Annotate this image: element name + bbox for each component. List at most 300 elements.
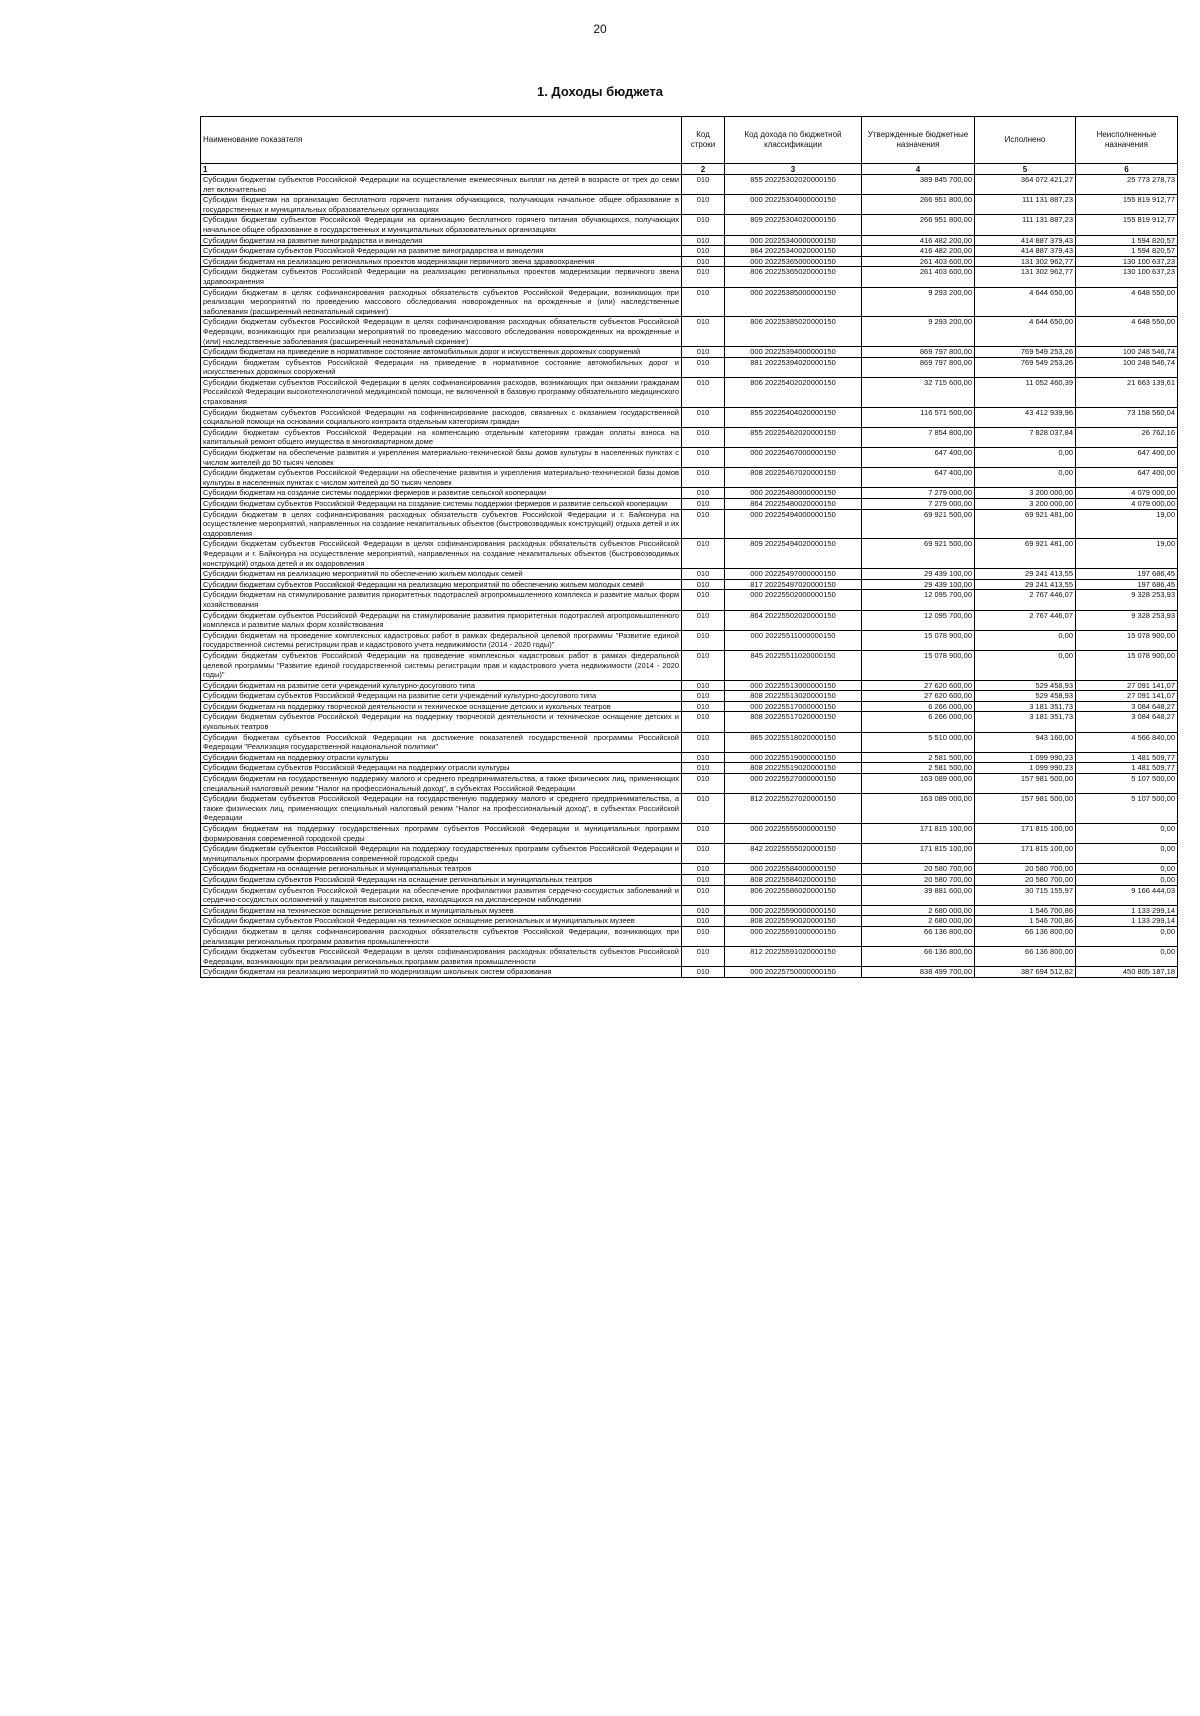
row-approved: 7 279 000,00 bbox=[862, 499, 975, 510]
row-line-code: 010 bbox=[682, 246, 725, 257]
table-row bbox=[201, 215, 1178, 235]
row-line-code: 010 bbox=[682, 468, 725, 488]
row-unexecuted: 647 400,00 bbox=[1076, 468, 1178, 488]
row-executed: 111 131 887,23 bbox=[975, 215, 1076, 235]
row-approved: 29 439 100,00 bbox=[862, 569, 975, 580]
row-name: Субсидии бюджетам субъектов Российской Федерации на создание системы поддержки фермеров и развитие сельской кооперации bbox=[201, 499, 682, 510]
row-income-code: 864 20225502020000150 bbox=[725, 610, 862, 630]
row-approved: 261 403 600,00 bbox=[862, 267, 975, 287]
row-income-code: 845 20225511020000150 bbox=[725, 650, 862, 680]
row-executed: 414 887 379,43 bbox=[975, 235, 1076, 246]
row-line-code: 010 bbox=[682, 844, 725, 864]
row-unexecuted: 197 686,45 bbox=[1076, 579, 1178, 590]
row-income-code: 000 20225480000000150 bbox=[725, 488, 862, 499]
table-row bbox=[201, 175, 1178, 195]
row-name: Субсидии бюджетам субъектов Российской Федерации на стимулирование развития приоритетных подотраслей агропромышленного комплекса и развитие малых форм хозяйствования bbox=[201, 610, 682, 630]
row-executed: 11 052 460,39 bbox=[975, 377, 1076, 407]
row-unexecuted: 4 079 000,00 bbox=[1076, 488, 1178, 499]
column-number: 3 bbox=[725, 164, 862, 175]
row-line-code: 010 bbox=[682, 509, 725, 539]
table-row bbox=[201, 752, 1178, 763]
row-line-code: 010 bbox=[682, 926, 725, 946]
column-number: 4 bbox=[862, 164, 975, 175]
row-approved: 6 266 000,00 bbox=[862, 712, 975, 732]
row-executed: 769 549 253,26 bbox=[975, 357, 1076, 377]
row-income-code: 881 20225394020000150 bbox=[725, 357, 862, 377]
column-number-row bbox=[201, 164, 1178, 175]
row-executed: 171 815 100,00 bbox=[975, 844, 1076, 864]
row-income-code: 000 20225513000000150 bbox=[725, 680, 862, 691]
row-executed: 943 160,00 bbox=[975, 732, 1076, 752]
row-executed: 4 644 650,00 bbox=[975, 287, 1076, 317]
row-unexecuted: 15 078 900,00 bbox=[1076, 630, 1178, 650]
row-line-code: 010 bbox=[682, 885, 725, 905]
row-executed: 7 828 037,84 bbox=[975, 427, 1076, 447]
row-approved: 171 815 100,00 bbox=[862, 844, 975, 864]
table-row bbox=[201, 499, 1178, 510]
row-approved: 416 482 200,00 bbox=[862, 235, 975, 246]
row-unexecuted: 21 663 139,61 bbox=[1076, 377, 1178, 407]
row-approved: 6 266 000,00 bbox=[862, 701, 975, 712]
row-name: Субсидии бюджетам на приведение в нормативное состояние автомобильных дорог и искусственных дорожных сооружений bbox=[201, 347, 682, 358]
row-income-code: 864 20225480020000150 bbox=[725, 499, 862, 510]
column-number: 2 bbox=[682, 164, 725, 175]
row-income-code: 809 20225494020000150 bbox=[725, 539, 862, 569]
row-unexecuted: 73 158 560,04 bbox=[1076, 407, 1178, 427]
row-unexecuted: 1 133 299,14 bbox=[1076, 905, 1178, 916]
row-unexecuted: 25 773 278,73 bbox=[1076, 175, 1178, 195]
row-income-code: 842 20225555020000150 bbox=[725, 844, 862, 864]
row-income-code: 806 20225402020000150 bbox=[725, 377, 862, 407]
row-approved: 171 815 100,00 bbox=[862, 824, 975, 844]
row-approved: 869 797 800,00 bbox=[862, 357, 975, 377]
row-approved: 416 482 200,00 bbox=[862, 246, 975, 257]
header-executed: Исполнено bbox=[975, 117, 1076, 164]
row-unexecuted: 9 328 253,93 bbox=[1076, 590, 1178, 610]
row-income-code: 000 20225584000000150 bbox=[725, 864, 862, 875]
row-line-code: 010 bbox=[682, 407, 725, 427]
row-executed: 414 887 379,43 bbox=[975, 246, 1076, 257]
row-unexecuted: 4 648 550,00 bbox=[1076, 317, 1178, 347]
table-row bbox=[201, 267, 1178, 287]
row-income-code: 000 20225340000000150 bbox=[725, 235, 862, 246]
row-executed: 0,00 bbox=[975, 448, 1076, 468]
row-approved: 29 439 100,00 bbox=[862, 579, 975, 590]
row-income-code: 000 20225365000000150 bbox=[725, 256, 862, 267]
row-approved: 32 715 600,00 bbox=[862, 377, 975, 407]
row-name: Субсидии бюджетам на создание системы поддержки фермеров и развитие сельской кооперации bbox=[201, 488, 682, 499]
table-row bbox=[201, 926, 1178, 946]
row-executed: 157 981 500,00 bbox=[975, 794, 1076, 824]
row-approved: 838 499 700,00 bbox=[862, 967, 975, 978]
row-approved: 163 089 000,00 bbox=[862, 774, 975, 794]
row-name: Субсидии бюджетам субъектов Российской Федерации на поддержку творческой деятельности и техническое оснащение детских и кукольных театров bbox=[201, 712, 682, 732]
row-line-code: 010 bbox=[682, 448, 725, 468]
row-executed: 20 580 700,00 bbox=[975, 864, 1076, 875]
row-income-code: 817 20225497020000150 bbox=[725, 579, 862, 590]
row-executed: 43 412 939,96 bbox=[975, 407, 1076, 427]
row-approved: 27 620 600,00 bbox=[862, 680, 975, 691]
row-income-code: 000 20225517000000150 bbox=[725, 701, 862, 712]
row-name: Субсидии бюджетам субъектов Российской Федерации в целях софинансирования расходных обязательств субъектов Российской Федерации и г. Байконура на осуществление мероприятий, направленных на создание некапитальных объектов (быстровозводимых конструкций) отдыха детей и их оздоровления bbox=[201, 539, 682, 569]
table-row bbox=[201, 794, 1178, 824]
row-name: Субсидии бюджетам субъектов Российской Федерации на проведение комплексных кадастровых работ в рамках федеральной целевой программы "Развитие единой государственной системы регистрации прав и кадастрового учета недвижимости (2014 - 2020 годы)" bbox=[201, 650, 682, 680]
table-row bbox=[201, 448, 1178, 468]
row-executed: 3 200 000,00 bbox=[975, 499, 1076, 510]
table-row bbox=[201, 539, 1178, 569]
row-approved: 27 620 600,00 bbox=[862, 691, 975, 702]
row-approved: 12 095 700,00 bbox=[862, 610, 975, 630]
row-income-code: 806 20225365020000150 bbox=[725, 267, 862, 287]
row-unexecuted: 27 091 141,07 bbox=[1076, 680, 1178, 691]
row-name: Субсидии бюджетам в целях софинансирования расходных обязательств субъектов Российской Федерации и г. Байконура на осуществление мероприятий, направленных на создание некапитальных объектов (быстровозводимых конструкций) отдыха детей и их оздоровления bbox=[201, 509, 682, 539]
header-name: Наименование показателя bbox=[201, 117, 682, 164]
row-line-code: 010 bbox=[682, 377, 725, 407]
row-approved: 266 951 800,00 bbox=[862, 195, 975, 215]
row-executed: 3 181 351,73 bbox=[975, 701, 1076, 712]
row-line-code: 010 bbox=[682, 916, 725, 927]
row-executed: 66 136 800,00 bbox=[975, 926, 1076, 946]
header-unexecuted: Неисполненные назначения bbox=[1076, 117, 1178, 164]
row-line-code: 010 bbox=[682, 488, 725, 499]
table-row bbox=[201, 774, 1178, 794]
table-row bbox=[201, 824, 1178, 844]
row-line-code: 010 bbox=[682, 701, 725, 712]
row-executed: 0,00 bbox=[975, 468, 1076, 488]
row-income-code: 000 20225750000000150 bbox=[725, 967, 862, 978]
row-approved: 20 580 700,00 bbox=[862, 864, 975, 875]
column-number: 5 bbox=[975, 164, 1076, 175]
row-income-code: 000 20225590000000150 bbox=[725, 905, 862, 916]
row-name: Субсидии бюджетам субъектов Российской Федерации на организацию бесплатного горячего питания обучающихся, получающих начальное общее образование в государственных и муниципальных образовательных организациях bbox=[201, 215, 682, 235]
table-row bbox=[201, 347, 1178, 358]
row-name: Субсидии бюджетам на оснащение региональных и муниципальных театров bbox=[201, 864, 682, 875]
header-row bbox=[201, 117, 1178, 164]
row-line-code: 010 bbox=[682, 691, 725, 702]
table-row bbox=[201, 874, 1178, 885]
table-row bbox=[201, 256, 1178, 267]
page-number: 20 bbox=[593, 22, 607, 36]
table-row bbox=[201, 610, 1178, 630]
row-line-code: 010 bbox=[682, 763, 725, 774]
row-unexecuted: 100 248 546,74 bbox=[1076, 347, 1178, 358]
row-income-code: 865 20225518020000150 bbox=[725, 732, 862, 752]
column-number: 1 bbox=[201, 164, 682, 175]
row-income-code: 864 20225340020000150 bbox=[725, 246, 862, 257]
row-line-code: 010 bbox=[682, 195, 725, 215]
row-line-code: 010 bbox=[682, 680, 725, 691]
income-table-wrapper bbox=[200, 116, 1175, 978]
row-executed: 171 815 100,00 bbox=[975, 824, 1076, 844]
row-line-code: 010 bbox=[682, 256, 725, 267]
table-row bbox=[201, 691, 1178, 702]
table-row bbox=[201, 712, 1178, 732]
row-income-code: 000 20225511000000150 bbox=[725, 630, 862, 650]
table-row bbox=[201, 590, 1178, 610]
row-approved: 7 854 800,00 bbox=[862, 427, 975, 447]
row-name: Субсидии бюджетам на организацию бесплатного горячего питания обучающихся, получающих начальное общее образование в государственных и муниципальных образовательных организациях bbox=[201, 195, 682, 215]
row-approved: 5 510 000,00 bbox=[862, 732, 975, 752]
row-income-code: 000 20225467000000150 bbox=[725, 448, 862, 468]
table-row bbox=[201, 864, 1178, 875]
row-name: Субсидии бюджетам субъектов Российской Федерации на обеспечение развития и укрепления материально-технической базы домов культуры в населенных пунктах с числом жителей до 50 тысяч человек bbox=[201, 468, 682, 488]
row-name: Субсидии бюджетам на реализацию региональных проектов модернизации первичного звена здравоохранения bbox=[201, 256, 682, 267]
row-line-code: 010 bbox=[682, 864, 725, 875]
row-unexecuted: 0,00 bbox=[1076, 947, 1178, 967]
table-row bbox=[201, 844, 1178, 864]
row-income-code: 000 20225494000000150 bbox=[725, 509, 862, 539]
row-name: Субсидии бюджетам субъектов Российской Федерации на техническое оснащение региональных и муниципальных музеев bbox=[201, 916, 682, 927]
row-name: Субсидии бюджетам на государственную поддержку малого и среднего предпринимательства, а также физических лиц, применяющих специальный налоговый режим "Налог на профессиональный доход", в субъектах Российской Федерации bbox=[201, 774, 682, 794]
table-row bbox=[201, 317, 1178, 347]
table-row bbox=[201, 569, 1178, 580]
row-name: Субсидии бюджетам на поддержку государственных программ субъектов Российской Федерации и муниципальных программ формирования современной городской среды bbox=[201, 824, 682, 844]
row-name: Субсидии бюджетам субъектов Российской Федерации на развитие сети учреждений культурно-досугового типа bbox=[201, 691, 682, 702]
row-line-code: 010 bbox=[682, 427, 725, 447]
table-row bbox=[201, 916, 1178, 927]
row-line-code: 010 bbox=[682, 539, 725, 569]
row-unexecuted: 1 594 820,57 bbox=[1076, 235, 1178, 246]
row-approved: 66 136 800,00 bbox=[862, 947, 975, 967]
row-income-code: 000 20225385000000150 bbox=[725, 287, 862, 317]
row-line-code: 010 bbox=[682, 905, 725, 916]
row-line-code: 010 bbox=[682, 215, 725, 235]
table-row bbox=[201, 287, 1178, 317]
table-row bbox=[201, 701, 1178, 712]
row-income-code: 000 20225497000000150 bbox=[725, 569, 862, 580]
row-income-code: 808 20225519020000150 bbox=[725, 763, 862, 774]
row-line-code: 010 bbox=[682, 347, 725, 358]
row-name: Субсидии бюджетам субъектов Российской Федерации в целях софинансирования расходных обязательств субъектов Российской Федерации, возникающих при реализации региональных программ развития промышленности bbox=[201, 947, 682, 967]
table-row bbox=[201, 235, 1178, 246]
row-unexecuted: 9 166 444,03 bbox=[1076, 885, 1178, 905]
row-executed: 3 181 351,73 bbox=[975, 712, 1076, 732]
row-approved: 9 293 200,00 bbox=[862, 287, 975, 317]
row-income-code: 808 20225590020000150 bbox=[725, 916, 862, 927]
row-income-code: 000 20225555000000150 bbox=[725, 824, 862, 844]
row-name: Субсидии бюджетам субъектов Российской Федерации на развитие виноградарства и виноделия bbox=[201, 246, 682, 257]
row-name: Субсидии бюджетам на поддержку отрасли культуры bbox=[201, 752, 682, 763]
row-line-code: 010 bbox=[682, 235, 725, 246]
row-unexecuted: 155 819 912,77 bbox=[1076, 215, 1178, 235]
row-unexecuted: 1 481 509,77 bbox=[1076, 763, 1178, 774]
row-unexecuted: 1 481 509,77 bbox=[1076, 752, 1178, 763]
row-income-code: 808 20225513020000150 bbox=[725, 691, 862, 702]
row-name: Субсидии бюджетам субъектов Российской Федерации на осуществление ежемесячных выплат на детей в возрасте от трех до семи лет включительно bbox=[201, 175, 682, 195]
row-approved: 2 581 500,00 bbox=[862, 752, 975, 763]
row-unexecuted: 27 091 141,07 bbox=[1076, 691, 1178, 702]
row-executed: 69 921 481,00 bbox=[975, 539, 1076, 569]
row-income-code: 808 20225467020000150 bbox=[725, 468, 862, 488]
row-executed: 2 767 446,07 bbox=[975, 610, 1076, 630]
row-income-code: 000 20225527000000150 bbox=[725, 774, 862, 794]
row-approved: 9 293 200,00 bbox=[862, 317, 975, 347]
section-title: 1. Доходы бюджета bbox=[536, 84, 664, 99]
row-name: Субсидии бюджетам субъектов Российской Федерации на реализацию мероприятий по обеспечению жильем молодых семей bbox=[201, 579, 682, 590]
row-unexecuted: 4 079 000,00 bbox=[1076, 499, 1178, 510]
table-row bbox=[201, 468, 1178, 488]
row-executed: 364 072 421,27 bbox=[975, 175, 1076, 195]
table-row bbox=[201, 357, 1178, 377]
row-name: Субсидии бюджетам в целях софинансирования расходных обязательств субъектов Российской Федерации, возникающих при реализации мероприятий по проведению массового обследования новорожденных на врожденные и (или) наследственные заболевания (расширенный неонатальный скрининг) bbox=[201, 287, 682, 317]
row-income-code: 855 20225404020000150 bbox=[725, 407, 862, 427]
table-row bbox=[201, 246, 1178, 257]
row-executed: 111 131 887,23 bbox=[975, 195, 1076, 215]
row-line-code: 010 bbox=[682, 267, 725, 287]
row-name: Субсидии бюджетам на развитие виноградарства и виноделия bbox=[201, 235, 682, 246]
row-line-code: 010 bbox=[682, 317, 725, 347]
row-approved: 39 881 600,00 bbox=[862, 885, 975, 905]
row-executed: 1 546 700,86 bbox=[975, 916, 1076, 927]
row-income-code: 809 20225304020000150 bbox=[725, 215, 862, 235]
row-unexecuted: 100 248 546,74 bbox=[1076, 357, 1178, 377]
row-income-code: 855 20225302020000150 bbox=[725, 175, 862, 195]
row-approved: 647 400,00 bbox=[862, 468, 975, 488]
row-name: Субсидии бюджетам на обеспечение развития и укрепления материально-технической базы домов культуры в населенных пунктах с числом жителей до 50 тысяч человек bbox=[201, 448, 682, 468]
row-executed: 0,00 bbox=[975, 650, 1076, 680]
row-executed: 529 458,93 bbox=[975, 691, 1076, 702]
row-approved: 869 797 800,00 bbox=[862, 347, 975, 358]
row-unexecuted: 26 762,16 bbox=[1076, 427, 1178, 447]
table-row bbox=[201, 630, 1178, 650]
row-executed: 66 136 800,00 bbox=[975, 947, 1076, 967]
table-row bbox=[201, 680, 1178, 691]
row-executed: 3 200 000,00 bbox=[975, 488, 1076, 499]
row-line-code: 010 bbox=[682, 732, 725, 752]
income-table bbox=[200, 116, 1178, 978]
row-executed: 29 241 413,55 bbox=[975, 569, 1076, 580]
table-row bbox=[201, 967, 1178, 978]
table-row bbox=[201, 732, 1178, 752]
row-unexecuted: 0,00 bbox=[1076, 844, 1178, 864]
row-income-code: 806 20225586020000150 bbox=[725, 885, 862, 905]
row-unexecuted: 15 078 900,00 bbox=[1076, 650, 1178, 680]
row-approved: 389 845 700,00 bbox=[862, 175, 975, 195]
row-line-code: 010 bbox=[682, 175, 725, 195]
row-name: Субсидии бюджетам субъектов Российской Федерации на поддержку государственных программ субъектов Российской Федерации и муниципальных программ формирования современной городской среды bbox=[201, 844, 682, 864]
row-income-code: 806 20225385020000150 bbox=[725, 317, 862, 347]
row-unexecuted: 130 100 637,23 bbox=[1076, 256, 1178, 267]
row-name: Субсидии бюджетам субъектов Российской Федерации на софинансирование расходов, связанных с оказанием государственной социальной помощи на основании социального контракта отдельным категориям граждан bbox=[201, 407, 682, 427]
row-unexecuted: 9 328 253,93 bbox=[1076, 610, 1178, 630]
row-name: Субсидии бюджетам в целях софинансирования расходных обязательств субъектов Российской Федерации, возникающих при реализации региональных программ развития промышленности bbox=[201, 926, 682, 946]
row-unexecuted: 19,00 bbox=[1076, 509, 1178, 539]
row-name: Субсидии бюджетам субъектов Российской Федерации на обеспечение профилактики развития сердечно-сосудистых заболеваний и сердечно-сосудистых осложнений у пациентов высокого риска, находящихся на диспансерном наблюдении bbox=[201, 885, 682, 905]
row-approved: 20 580 700,00 bbox=[862, 874, 975, 885]
row-line-code: 010 bbox=[682, 610, 725, 630]
row-income-code: 000 20225519000000150 bbox=[725, 752, 862, 763]
row-approved: 2 680 000,00 bbox=[862, 905, 975, 916]
row-unexecuted: 1 594 820,57 bbox=[1076, 246, 1178, 257]
row-unexecuted: 1 133 299,14 bbox=[1076, 916, 1178, 927]
row-executed: 157 981 500,00 bbox=[975, 774, 1076, 794]
row-unexecuted: 5 107 500,00 bbox=[1076, 774, 1178, 794]
header-income-code: Код дохода по бюджетной классификации bbox=[725, 117, 862, 164]
row-unexecuted: 4 566 840,00 bbox=[1076, 732, 1178, 752]
row-unexecuted: 130 100 637,23 bbox=[1076, 267, 1178, 287]
row-approved: 116 571 500,00 bbox=[862, 407, 975, 427]
row-approved: 15 078 900,00 bbox=[862, 650, 975, 680]
row-name: Субсидии бюджетам на реализацию мероприятий по модернизации школьных систем образования bbox=[201, 967, 682, 978]
row-line-code: 010 bbox=[682, 630, 725, 650]
row-unexecuted: 0,00 bbox=[1076, 824, 1178, 844]
row-name: Субсидии бюджетам субъектов Российской Федерации на поддержку отрасли культуры bbox=[201, 763, 682, 774]
row-line-code: 010 bbox=[682, 579, 725, 590]
row-name: Субсидии бюджетам на реализацию мероприятий по обеспечению жильем молодых семей bbox=[201, 569, 682, 580]
row-income-code: 000 20225502000000150 bbox=[725, 590, 862, 610]
row-name: Субсидии бюджетам на стимулирование развития приоритетных подотраслей агропромышленного комплекса и развитие малых форм хозяйствования bbox=[201, 590, 682, 610]
row-executed: 769 549 253,26 bbox=[975, 347, 1076, 358]
row-unexecuted: 5 107 500,00 bbox=[1076, 794, 1178, 824]
row-approved: 2 680 000,00 bbox=[862, 916, 975, 927]
row-unexecuted: 155 819 912,77 bbox=[1076, 195, 1178, 215]
row-name: Субсидии бюджетам на развитие сети учреждений культурно-досугового типа bbox=[201, 680, 682, 691]
row-name: Субсидии бюджетам субъектов Российской Федерации на государственную поддержку малого и среднего предпринимательства, а также физических лиц, применяющих специальный налоговый режим "Налог на профессиональный доход", в субъектах Российской Федерации bbox=[201, 794, 682, 824]
row-unexecuted: 450 805 187,18 bbox=[1076, 967, 1178, 978]
row-executed: 30 715 155,97 bbox=[975, 885, 1076, 905]
table-row bbox=[201, 427, 1178, 447]
row-line-code: 010 bbox=[682, 752, 725, 763]
row-approved: 163 089 000,00 bbox=[862, 794, 975, 824]
table-body bbox=[201, 175, 1178, 978]
row-unexecuted: 3 084 648,27 bbox=[1076, 701, 1178, 712]
row-line-code: 010 bbox=[682, 967, 725, 978]
row-line-code: 010 bbox=[682, 569, 725, 580]
row-line-code: 010 bbox=[682, 947, 725, 967]
row-line-code: 010 bbox=[682, 357, 725, 377]
table-row bbox=[201, 905, 1178, 916]
row-name: Субсидии бюджетам на проведение комплексных кадастровых работ в рамках федеральной целевой программы "Развитие единой государственной системы регистрации прав и кадастрового учета недвижимости (2014 - 2020 годы)" bbox=[201, 630, 682, 650]
row-executed: 1 099 990,23 bbox=[975, 763, 1076, 774]
row-income-code: 855 20225462020000150 bbox=[725, 427, 862, 447]
row-income-code: 808 20225584020000150 bbox=[725, 874, 862, 885]
row-approved: 69 921 500,00 bbox=[862, 509, 975, 539]
row-approved: 12 095 700,00 bbox=[862, 590, 975, 610]
row-name: Субсидии бюджетам субъектов Российской Федерации на оснащение региональных и муниципальных театров bbox=[201, 874, 682, 885]
row-name: Субсидии бюджетам субъектов Российской Федерации в целях софинансирования расходов, возникающих при оказании гражданам Российской Федерации высокотехнологичной медицинской помощи, не включенной в базовую программу обязательного медицинского страхования bbox=[201, 377, 682, 407]
row-line-code: 010 bbox=[682, 712, 725, 732]
row-unexecuted: 0,00 bbox=[1076, 864, 1178, 875]
row-unexecuted: 647 400,00 bbox=[1076, 448, 1178, 468]
row-executed: 4 644 650,00 bbox=[975, 317, 1076, 347]
table-row bbox=[201, 488, 1178, 499]
row-executed: 387 694 512,82 bbox=[975, 967, 1076, 978]
row-line-code: 010 bbox=[682, 287, 725, 317]
table-row bbox=[201, 509, 1178, 539]
row-line-code: 010 bbox=[682, 590, 725, 610]
table-row bbox=[201, 885, 1178, 905]
row-unexecuted: 197 686,45 bbox=[1076, 569, 1178, 580]
row-approved: 2 581 500,00 bbox=[862, 763, 975, 774]
table-row bbox=[201, 650, 1178, 680]
row-line-code: 010 bbox=[682, 499, 725, 510]
row-unexecuted: 19,00 bbox=[1076, 539, 1178, 569]
row-income-code: 000 20225394000000150 bbox=[725, 347, 862, 358]
row-executed: 1 099 990,23 bbox=[975, 752, 1076, 763]
row-name: Субсидии бюджетам субъектов Российской Федерации на компенсацию отдельным категориям граждан оплаты взноса на капитальный ремонт общего имущества в многоквартирном доме bbox=[201, 427, 682, 447]
row-unexecuted: 4 648 550,00 bbox=[1076, 287, 1178, 317]
row-line-code: 010 bbox=[682, 874, 725, 885]
row-income-code: 808 20225517020000150 bbox=[725, 712, 862, 732]
row-executed: 29 241 413,55 bbox=[975, 579, 1076, 590]
row-income-code: 812 20225527020000150 bbox=[725, 794, 862, 824]
table-row bbox=[201, 377, 1178, 407]
row-name: Субсидии бюджетам субъектов Российской Федерации на достижение показателей государственной программы Российской Федерации "Реализация государственной национальной политики" bbox=[201, 732, 682, 752]
row-approved: 15 078 900,00 bbox=[862, 630, 975, 650]
row-executed: 529 458,93 bbox=[975, 680, 1076, 691]
row-income-code: 000 20225304000000150 bbox=[725, 195, 862, 215]
row-line-code: 010 bbox=[682, 824, 725, 844]
